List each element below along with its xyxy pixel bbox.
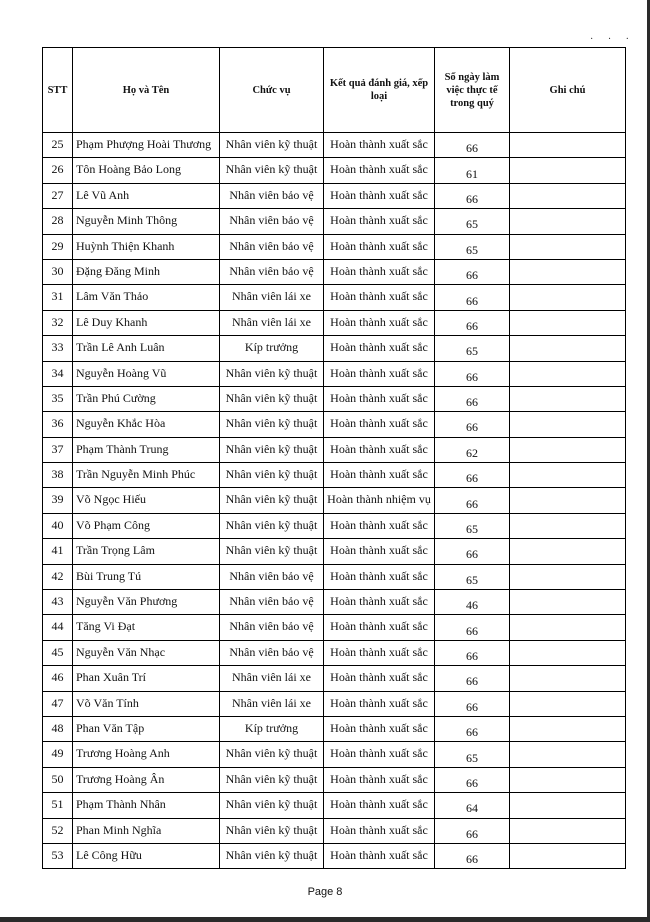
cell-stt: 43: [43, 590, 73, 615]
cell-note: [510, 513, 626, 538]
cell-role: Nhân viên bảo vệ: [220, 640, 324, 665]
header-row: [43, 48, 626, 133]
cell-result: Hoàn thành xuất sắc: [324, 691, 435, 716]
cell-role: Nhân viên bảo vệ: [220, 234, 324, 259]
cell-stt: 48: [43, 716, 73, 741]
cell-note: [510, 133, 626, 158]
cell-days: 66: [435, 133, 510, 158]
cell-role: Nhân viên kỹ thuật: [220, 488, 324, 513]
cell-role: Nhân viên kỹ thuật: [220, 767, 324, 792]
cell-role: Nhân viên kỹ thuật: [220, 742, 324, 767]
cell-name: Trần Lê Anh Luân: [73, 336, 220, 361]
cell-result: Hoàn thành xuất sắc: [324, 716, 435, 741]
cell-role: Nhân viên kỹ thuật: [220, 133, 324, 158]
cell-days: 65: [435, 564, 510, 589]
table-header: [43, 48, 626, 133]
cell-note: [510, 615, 626, 640]
cell-role: Nhân viên bảo vệ: [220, 209, 324, 234]
evaluation-table: [42, 47, 626, 869]
table-row: [43, 488, 626, 513]
cell-days: 66: [435, 615, 510, 640]
cell-role: Nhân viên kỹ thuật: [220, 818, 324, 843]
cell-role: Nhân viên kỹ thuật: [220, 463, 324, 488]
cell-name: Phạm Thành Nhân: [73, 793, 220, 818]
cell-days: 46: [435, 590, 510, 615]
cell-note: [510, 336, 626, 361]
cell-role: Kíp trưởng: [220, 716, 324, 741]
table-row: [43, 158, 626, 183]
cell-note: [510, 590, 626, 615]
cell-role: Nhân viên kỹ thuật: [220, 793, 324, 818]
cell-days: 65: [435, 209, 510, 234]
cell-name: Trần Trọng Lâm: [73, 539, 220, 564]
cell-days: 66: [435, 412, 510, 437]
table-row: [43, 767, 626, 792]
cell-stt: 35: [43, 386, 73, 411]
cell-note: [510, 818, 626, 843]
cell-stt: 26: [43, 158, 73, 183]
cell-result: Hoàn thành xuất sắc: [324, 463, 435, 488]
cell-stt: 36: [43, 412, 73, 437]
cell-name: Nguyễn Hoàng Vũ: [73, 361, 220, 386]
table-row: [43, 386, 626, 411]
cell-stt: 45: [43, 640, 73, 665]
cell-result: Hoàn thành xuất sắc: [324, 412, 435, 437]
cell-result: Hoàn thành xuất sắc: [324, 133, 435, 158]
cell-role: Nhân viên bảo vệ: [220, 590, 324, 615]
table-row: [43, 615, 626, 640]
table-row: [43, 843, 626, 868]
cell-role: Nhân viên kỹ thuật: [220, 361, 324, 386]
cell-days: 66: [435, 691, 510, 716]
cell-stt: 29: [43, 234, 73, 259]
cell-name: Trương Hoàng Ân: [73, 767, 220, 792]
cell-stt: 38: [43, 463, 73, 488]
cell-stt: 47: [43, 691, 73, 716]
cell-stt: 37: [43, 437, 73, 462]
cell-result: Hoàn thành nhiệm vụ: [324, 488, 435, 513]
cell-role: Nhân viên bảo vệ: [220, 615, 324, 640]
cell-result: Hoàn thành xuất sắc: [324, 183, 435, 208]
cell-days: 66: [435, 310, 510, 335]
table-row: [43, 666, 626, 691]
cell-result: Hoàn thành xuất sắc: [324, 539, 435, 564]
cell-name: Phan Xuân Trí: [73, 666, 220, 691]
cell-days: 66: [435, 843, 510, 868]
table-row: [43, 564, 626, 589]
cell-result: Hoàn thành xuất sắc: [324, 793, 435, 818]
cell-note: [510, 412, 626, 437]
cell-result: Hoàn thành xuất sắc: [324, 209, 435, 234]
cell-name: Phạm Phượng Hoài Thương: [73, 133, 220, 158]
cell-name: Trần Phú Cường: [73, 386, 220, 411]
table-row: [43, 412, 626, 437]
header-name: Họ và Tên: [73, 48, 220, 133]
cell-note: [510, 640, 626, 665]
cell-stt: 51: [43, 793, 73, 818]
cell-result: Hoàn thành xuất sắc: [324, 336, 435, 361]
cell-name: Võ Phạm Công: [73, 513, 220, 538]
cell-result: Hoàn thành xuất sắc: [324, 767, 435, 792]
cell-days: 66: [435, 183, 510, 208]
table-row: [43, 285, 626, 310]
cell-note: [510, 437, 626, 462]
cell-note: [510, 234, 626, 259]
cell-stt: 42: [43, 564, 73, 589]
header-role: Chức vụ: [220, 48, 324, 133]
header-note: Ghi chú: [510, 48, 626, 133]
cell-role: Nhân viên bảo vệ: [220, 183, 324, 208]
table-row: [43, 793, 626, 818]
cell-result: Hoàn thành xuất sắc: [324, 234, 435, 259]
cell-days: 66: [435, 767, 510, 792]
cell-result: Hoàn thành xuất sắc: [324, 742, 435, 767]
cell-note: [510, 209, 626, 234]
table-row: [43, 336, 626, 361]
cell-days: 66: [435, 285, 510, 310]
cell-note: [510, 463, 626, 488]
header-days: Số ngày làm việc thực tế trong quý: [435, 48, 510, 133]
cell-name: Phan Minh Nghĩa: [73, 818, 220, 843]
cell-role: Nhân viên kỹ thuật: [220, 437, 324, 462]
cell-role: Nhân viên kỹ thuật: [220, 158, 324, 183]
cell-note: [510, 183, 626, 208]
cell-result: Hoàn thành xuất sắc: [324, 513, 435, 538]
cell-days: 65: [435, 336, 510, 361]
cell-role: Nhân viên lái xe: [220, 666, 324, 691]
cell-days: 62: [435, 437, 510, 462]
cell-note: [510, 488, 626, 513]
cell-stt: 27: [43, 183, 73, 208]
cell-result: Hoàn thành xuất sắc: [324, 640, 435, 665]
cell-days: 66: [435, 640, 510, 665]
cell-note: [510, 716, 626, 741]
cell-note: [510, 259, 626, 284]
cell-role: Nhân viên lái xe: [220, 310, 324, 335]
cell-stt: 32: [43, 310, 73, 335]
cell-name: Lâm Văn Thảo: [73, 285, 220, 310]
cell-result: Hoàn thành xuất sắc: [324, 843, 435, 868]
cell-stt: 33: [43, 336, 73, 361]
cell-role: Nhân viên kỹ thuật: [220, 539, 324, 564]
cell-name: Nguyễn Khắc Hòa: [73, 412, 220, 437]
cell-name: Nguyễn Văn Nhạc: [73, 640, 220, 665]
cell-note: [510, 742, 626, 767]
cell-days: 66: [435, 488, 510, 513]
cell-note: [510, 843, 626, 868]
table-row: [43, 513, 626, 538]
cell-note: [510, 767, 626, 792]
cell-stt: 40: [43, 513, 73, 538]
cell-stt: 49: [43, 742, 73, 767]
table-row: [43, 234, 626, 259]
cell-name: Lê Công Hữu: [73, 843, 220, 868]
cell-note: [510, 386, 626, 411]
cell-result: Hoàn thành xuất sắc: [324, 310, 435, 335]
table-row: [43, 818, 626, 843]
cell-name: Trương Hoàng Anh: [73, 742, 220, 767]
cell-name: Lê Duy Khanh: [73, 310, 220, 335]
cell-name: Võ Ngọc Hiếu: [73, 488, 220, 513]
cell-name: Đặng Đăng Minh: [73, 259, 220, 284]
table-row: [43, 640, 626, 665]
cell-note: [510, 793, 626, 818]
table-row: [43, 463, 626, 488]
cell-result: Hoàn thành xuất sắc: [324, 590, 435, 615]
cell-role: Nhân viên kỹ thuật: [220, 513, 324, 538]
cell-stt: 52: [43, 818, 73, 843]
header-result: Kết quả đánh giá, xếp loại: [324, 48, 435, 133]
table-row: [43, 539, 626, 564]
table-row: [43, 590, 626, 615]
cell-result: Hoàn thành xuất sắc: [324, 615, 435, 640]
cell-days: 66: [435, 818, 510, 843]
cell-days: 66: [435, 361, 510, 386]
cell-result: Hoàn thành xuất sắc: [324, 361, 435, 386]
cell-days: 61: [435, 158, 510, 183]
cell-name: Bùi Trung Tú: [73, 564, 220, 589]
cell-stt: 50: [43, 767, 73, 792]
cell-stt: 31: [43, 285, 73, 310]
table-row: [43, 310, 626, 335]
cell-role: Nhân viên lái xe: [220, 691, 324, 716]
cell-stt: 41: [43, 539, 73, 564]
cell-days: 64: [435, 793, 510, 818]
cell-name: Tôn Hoàng Bảo Long: [73, 158, 220, 183]
cell-result: Hoàn thành xuất sắc: [324, 158, 435, 183]
table-row: [43, 209, 626, 234]
cell-stt: 44: [43, 615, 73, 640]
cell-stt: 28: [43, 209, 73, 234]
cell-stt: 25: [43, 133, 73, 158]
cell-days: 66: [435, 259, 510, 284]
cell-result: Hoàn thành xuất sắc: [324, 259, 435, 284]
table-row: [43, 183, 626, 208]
table-body: [43, 133, 626, 869]
cell-note: [510, 158, 626, 183]
cell-result: Hoàn thành xuất sắc: [324, 285, 435, 310]
cell-name: Lê Vũ Anh: [73, 183, 220, 208]
table-row: [43, 691, 626, 716]
scan-speckles: · · ·: [590, 34, 635, 45]
cell-days: 66: [435, 716, 510, 741]
cell-stt: 34: [43, 361, 73, 386]
cell-result: Hoàn thành xuất sắc: [324, 564, 435, 589]
cell-result: Hoàn thành xuất sắc: [324, 386, 435, 411]
cell-note: [510, 691, 626, 716]
cell-name: Phạm Thành Trung: [73, 437, 220, 462]
cell-role: Nhân viên bảo vệ: [220, 259, 324, 284]
cell-result: Hoàn thành xuất sắc: [324, 666, 435, 691]
cell-result: Hoàn thành xuất sắc: [324, 437, 435, 462]
cell-name: Huỳnh Thiện Khanh: [73, 234, 220, 259]
cell-days: 66: [435, 386, 510, 411]
cell-days: 66: [435, 463, 510, 488]
cell-name: Nguyễn Văn Phương: [73, 590, 220, 615]
cell-note: [510, 564, 626, 589]
cell-days: 65: [435, 513, 510, 538]
cell-days: 66: [435, 666, 510, 691]
table-row: [43, 742, 626, 767]
cell-days: 65: [435, 234, 510, 259]
cell-role: Nhân viên kỹ thuật: [220, 412, 324, 437]
cell-note: [510, 539, 626, 564]
cell-stt: 39: [43, 488, 73, 513]
table-row: [43, 133, 626, 158]
cell-stt: 30: [43, 259, 73, 284]
cell-role: Nhân viên kỹ thuật: [220, 843, 324, 868]
table-row: [43, 437, 626, 462]
cell-role: Nhân viên bảo vệ: [220, 564, 324, 589]
cell-name: Võ Văn Tính: [73, 691, 220, 716]
cell-days: 65: [435, 742, 510, 767]
cell-stt: 46: [43, 666, 73, 691]
header-stt: STT: [43, 48, 73, 133]
cell-note: [510, 361, 626, 386]
table-row: [43, 716, 626, 741]
cell-result: Hoàn thành xuất sắc: [324, 818, 435, 843]
cell-name: Trần Nguyễn Minh Phúc: [73, 463, 220, 488]
scan-bottom-edge: [0, 917, 650, 922]
cell-note: [510, 666, 626, 691]
cell-name: Nguyễn Minh Thông: [73, 209, 220, 234]
table-row: [43, 259, 626, 284]
cell-role: Kíp trưởng: [220, 336, 324, 361]
cell-role: Nhân viên kỹ thuật: [220, 386, 324, 411]
cell-note: [510, 310, 626, 335]
cell-name: Phan Văn Tập: [73, 716, 220, 741]
cell-name: Tăng Vi Đạt: [73, 615, 220, 640]
cell-role: Nhân viên lái xe: [220, 285, 324, 310]
table-row: [43, 361, 626, 386]
cell-note: [510, 285, 626, 310]
page-number: Page 8: [307, 886, 343, 898]
cell-days: 66: [435, 539, 510, 564]
cell-stt: 53: [43, 843, 73, 868]
